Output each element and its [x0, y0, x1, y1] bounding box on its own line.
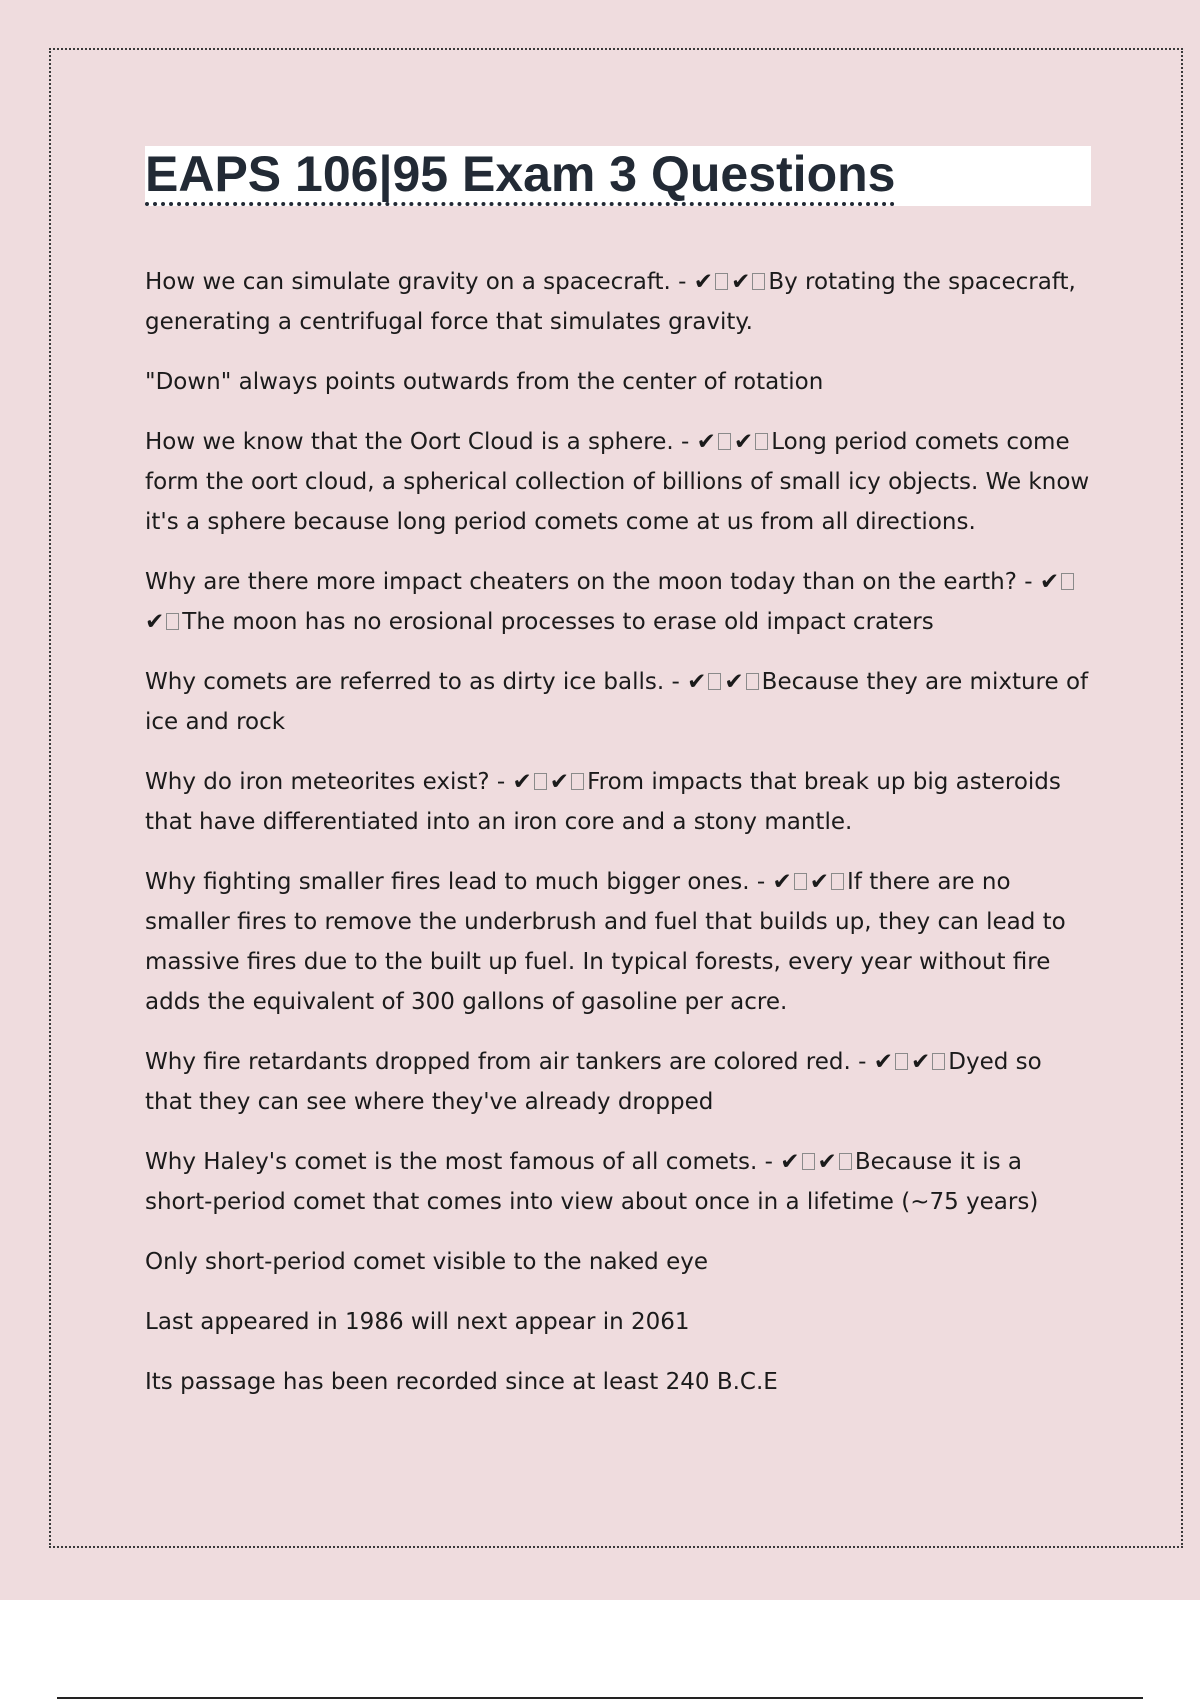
checkmark-icon: ✔	[733, 429, 754, 455]
answer-text: If there are no smaller fires to remove the underbrush and fuel that builds up, they can lead to massive fires due to the built up fuel. In typical forests, every year without fire adds the equivalent of 300 gallons of gasoline per acre.	[145, 869, 1066, 1015]
answer-text: From impacts that break up big asteroids that have differentiated into an iron core and a stony mantle.	[145, 769, 1061, 835]
answer-text: By rotating the spacecraft, generating a centrifugal force that simulates gravity.	[145, 269, 1076, 335]
missing-glyph-box-icon	[166, 613, 179, 630]
missing-glyph-box-icon	[932, 1053, 945, 1070]
missing-glyph-box-icon	[831, 873, 844, 890]
answer-text: Dyed so that they can see where they've already dropped	[145, 1049, 1042, 1115]
question-item	[145, 422, 1095, 542]
checkmark-icon: ✔	[817, 1149, 837, 1175]
note-item: Last appeared in 1986 will next appear in 2061	[145, 1309, 690, 1335]
question-text: Why are there more impact cheaters on the moon today than on the earth? -	[145, 569, 1040, 595]
footer-divider	[57, 1697, 1143, 1699]
document-title: EAPS 106|95 Exam 3 Questions	[145, 146, 895, 206]
question-item	[145, 1142, 1095, 1222]
question-item	[145, 762, 1095, 842]
note-item: Only short-period comet visible to the naked eye	[145, 1249, 709, 1275]
question-text: Why fire retardants dropped from air tankers are colored red. -	[145, 1049, 874, 1075]
checkmark-icon: ✔	[780, 1149, 800, 1175]
checkmark-icon: ✔	[724, 669, 744, 695]
missing-glyph-box-icon	[755, 433, 768, 450]
checkmark-icon: ✔	[696, 429, 716, 455]
checkmark-icon: ✔	[1039, 569, 1060, 595]
missing-glyph-box-icon	[802, 1153, 815, 1170]
missing-glyph-box-icon	[534, 773, 547, 790]
missing-glyph-box-icon	[1061, 573, 1074, 590]
question-text: How we can simulate gravity on a spacecraft. -	[145, 269, 694, 295]
answer-text: Long period comets come form the oort cloud, a spherical collection of billions of small icy objects. We know it's a sphere because long period comets come at us from all directions.	[145, 429, 1090, 535]
missing-glyph-box-icon	[715, 273, 728, 290]
missing-glyph-box-icon	[746, 673, 759, 690]
checkmark-icon: ✔	[549, 769, 570, 795]
question-item	[145, 562, 1095, 642]
answer-text: Because they are mixture of ice and rock	[145, 669, 1089, 735]
question-text: Why Haley's comet is the most famous of all comets. -	[145, 1149, 781, 1175]
question-text: Why comets are referred to as dirty ice balls. -	[145, 669, 688, 695]
checkmark-icon: ✔	[687, 669, 707, 695]
checkmark-icon: ✔	[693, 269, 714, 295]
checkmark-icon: ✔	[772, 869, 792, 895]
missing-glyph-box-icon	[895, 1053, 908, 1070]
checkmark-icon: ✔	[145, 609, 165, 635]
checkmark-icon: ✔	[873, 1049, 893, 1075]
answer-text: Because it is a short-period comet that comes into view about once in a lifetime (~75 years)	[145, 1149, 1039, 1215]
question-text: Why fighting smaller fires lead to much bigger ones. -	[145, 869, 773, 895]
note-item: Its passage has been recorded since at least 240 B.C.E	[145, 1369, 778, 1395]
note-item: "Down" always points outwards from the center of rotation	[145, 369, 824, 395]
missing-glyph-box-icon	[571, 773, 584, 790]
question-item	[145, 1042, 1095, 1122]
missing-glyph-box-icon	[708, 673, 721, 690]
checkmark-icon: ✔	[910, 1049, 931, 1075]
checkmark-icon: ✔	[731, 269, 751, 295]
missing-glyph-box-icon	[752, 273, 765, 290]
missing-glyph-box-icon	[839, 1153, 852, 1170]
question-text: Why do iron meteorites exist? -	[145, 769, 513, 795]
question-text: How we know that the Oort Cloud is a sphere. -	[145, 429, 697, 455]
question-item	[145, 262, 1095, 342]
checkmark-icon: ✔	[809, 869, 830, 895]
missing-glyph-box-icon	[794, 873, 807, 890]
missing-glyph-box-icon	[718, 433, 731, 450]
question-list	[145, 262, 1095, 1422]
checkmark-icon: ✔	[512, 769, 532, 795]
answer-text: The moon has no erosional processes to erase old impact craters	[182, 609, 934, 635]
question-item	[145, 862, 1095, 1022]
question-item	[145, 662, 1095, 742]
